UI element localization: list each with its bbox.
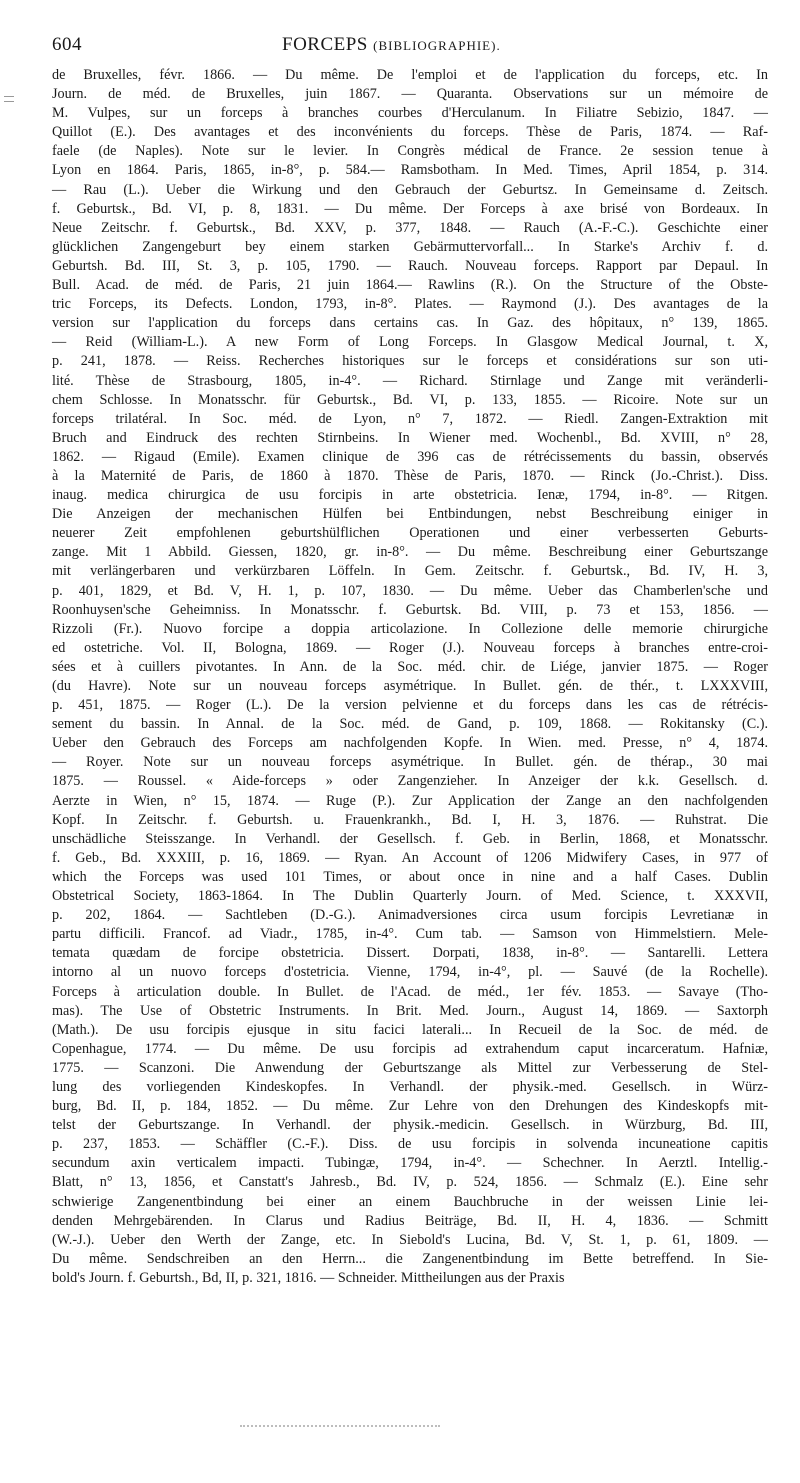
running-title-main: FORCEPS (282, 34, 368, 55)
text-line: inaug. medica chirurgica de usu forcipis in arte obstetricia. Ienæ, 1794, in-8°. — Ritgen. (52, 487, 768, 504)
page-number: 604 (52, 34, 82, 55)
text-line: partu difficili. Francof. ad Viadr., 1785, in-4°. Cum tab. — Samson von Himmelstiern. Mele- (52, 926, 768, 943)
text-line: tric Forceps, its Defects. London, 1793, in-8°. Plates. — Raymond (J.). Des avantages de la (52, 296, 768, 313)
text-line: intorno al un nuovo forceps d'ostetricia. Vienne, 1794, in-4°, pl. — Sauvé (de la Rochelle). (52, 964, 768, 981)
text-line: forceps trilatéral. In Soc. méd. de Lyon, n° 7, 1872. — Riedl. Zangen-Extraktion mit (52, 410, 768, 427)
text-line: Roonhuysen'sche Geheimniss. In Monatsschr. f. Geburtsk. Bd. VIII, p. 73 et 153, 1856. — (52, 601, 768, 618)
text-line: — Reid (William-L.). A new Form of Long Forceps. In Glasgow Medical Journal, t. X, (52, 334, 768, 351)
text-line: Neue Zeitschr. f. Geburtsk., Bd. XXV, p. 377, 1848. — Rauch (A.-F.-C.). Geschichte einer (52, 219, 768, 236)
text-line: sées et à cuillers pivotantes. In Ann. de la Soc. méd. chir. de Liége, janvier 1875. — Roger (52, 658, 768, 675)
text-line: ed ostetriche. Vol. II, Bologna, 1869. — Roger (J.). Nouveau forceps à branches entre-croi- (52, 639, 768, 656)
text-line: (du Havre). Note sur un nouveau forceps asymétrique. In Bullet. gén. de thér., t. LXXXVIII, (52, 678, 768, 694)
text-line: mit verlängerbaren und verkürzbaren Löffeln. In Gem. Zeitschr. f. Geburtsk., Bd. IV, H. 3, (52, 563, 768, 580)
running-header (52, 34, 764, 64)
text-line: zange. Mit 1 Abbild. Giessen, 1820, gr. in-8°. — Du même. Beschreibung einer Geburtszange (52, 544, 768, 561)
text-line: Aerzte in Wien, n° 15, 1874. — Ruge (P.). Zur Application der Zange an den nachfolgenden (52, 792, 768, 809)
text-line: Copenhague, 1774. — Du même. De usu forcipis ad extrahendum caput incarceratum. Hafniæ, (52, 1040, 768, 1057)
running-title (282, 34, 501, 56)
text-line: version sur l'application du forceps dans certains cas. In Gaz. des hôpitaux, n° 139, 1865. (52, 315, 768, 332)
text-line: Forceps à articulation double. In Bullet. de l'Acad. de méd., 1er fév. 1853. — Savaye (Tho- (52, 983, 768, 1000)
text-line: secundum axin verticalem impacti. Tubingæ, 1794, in-4°. — Schechner. In Aerztl. Intellig.- (52, 1155, 768, 1172)
text-line: Du même. Sendschreiben an den Herrn... die Zangenentbindung im Bette betreffend. In Sie- (52, 1250, 768, 1267)
text-line: (Math.). De usu forcipis ejusque in situ facici laterali... In Recueil de la Soc. de méd. de (52, 1021, 768, 1038)
text-line: 1862. — Rigaud (Emile). Examen clinique de 396 cas de rétrécissements du bassin, observés (52, 448, 768, 465)
text-line: de Bruxelles, févr. 1866. — Du même. De l'emploi et de l'application du forceps, etc. In (52, 67, 768, 83)
text-line: p. 202, 1864. — Sachtleben (D.-G.). Animadversiones circa usum forcipis Levretianæ in (52, 907, 768, 924)
text-line: — Rau (L.). Ueber die Wirkung und den Gebrauch der Geburtsz. In Gemeinsame d. Zeitsch. (52, 181, 768, 198)
text-line: à la Maternité de Paris, de 1860 à 1870. Thèse de Paris, 1870. — Rinck (Jo.-Christ.). Diss. (52, 467, 768, 484)
text-line: lité. Thèse de Strasbourg, 1805, in-4°. — Richard. Stirnlage und Zange mit veränderli- (52, 372, 768, 389)
text-line: Quillot (E.). Des avantages et des inconvénients du forceps. Thèse de Paris, 1874. — Raf- (52, 124, 768, 141)
text-line: p. 401, 1829, et Bd. V, H. 1, p. 107, 1830. — Du même. Ueber das Chamberlen'sche und (52, 582, 768, 599)
text-line: neuerer Zeit empfohlenen geburtshülflichen Operationen und einer verbesserten Geburts- (52, 525, 768, 542)
text-line: Die Anzeigen der mechanischen Hülfen bei Entbindungen, nebst Beschreibung einiger in (52, 506, 768, 523)
text-line: mas). The Use of Obstetric Instruments. In Brit. Med. Journ., August 14, 1869. — Saxtorph (52, 1002, 768, 1019)
text-line: bold's Journ. f. Geburtsh., Bd, II, p. 321, 1816. — Schneider. Mittheilungen aus der Praxis (52, 1269, 565, 1286)
text-line: Obstetrical Society, 1863-1864. In The Dublin Quarterly Journ. of Med. Science, t. XXXVII, (52, 888, 768, 905)
text-line: temata quædam de forcipe obstetricia. Dissert. Dorpati, 1838, in-8°. — Santarelli. Lettera (52, 945, 768, 962)
text-line: Journ. de méd. de Bruxelles, juin 1867. — Quaranta. Observations sur un mémoire de (52, 86, 768, 103)
text-line: Kopf. In Zeitschr. f. Geburtsh. u. Frauenkrankh., Bd. I, H. 3, 1876. — Ruhstrat. Die (52, 811, 768, 828)
text-line: Bruch and Eindruck des rechten Stirnbeins. In Wiener med. Wochenbl., Bd. XVIII, n° 28, (52, 429, 768, 446)
text-line: sement du bassin. In Annal. de la Soc. méd. de Gand, p. 109, 1868. — Rokitansky (C.). (52, 716, 768, 733)
text-line: glücklichen Zangengeburt bey einem starken Gebärmuttervorfall... In Starke's Archiv f. d. (52, 238, 768, 255)
text-line: p. 451, 1875. — Roger (L.). De la version pelvienne et du forceps dans les cas de rétrécis- (52, 697, 768, 714)
text-line: p. 237, 1853. — Schäffler (C.-F.). Diss. de usu forcipis in solvenda incuneatione capitis (52, 1136, 768, 1153)
text-line: M. Vulpes, sur un forceps à branches courbes d'Herculanum. In Filiatre Sebizio, 1847. — (52, 105, 768, 122)
text-line: Ueber den Gebrauch des Forceps am nachfolgenden Kopfe. In Wien. med. Presse, n° 4, 1874. (52, 735, 768, 752)
text-line: faele (de Naples). Note sur le levier. In Congrès médical de France. 2e session tenue à (52, 143, 768, 160)
text-line: p. 241, 1878. — Reiss. Recherches historiques sur le forceps et considérations sur son uti- (52, 353, 768, 370)
text-line: Geburtsh. Bd. III, St. 3, p. 105, 1790. — Rauch. Nouveau forceps. Rapport par Depaul. In (52, 257, 768, 274)
text-line: telst der Geburtszange. In Verhandl. der physik.-medicin. Gesellsch. in Würzburg, Bd. III, (52, 1117, 768, 1134)
text-line: 1875. — Roussel. « Aide-forceps » oder Zangenzieher. In Anzeiger der k.k. Gesellsch. d. (52, 773, 768, 790)
text-line: — Royer. Note sur un nouveau forceps asymétrique. In Bullet. gén. de thérap., 30 mai (52, 754, 768, 771)
bibliography-body (52, 66, 768, 1288)
text-line: chem Schlosse. In Monatsschr. für Geburtsk., Bd. VI, p. 133, 1855. — Ricoire. Note sur un (52, 391, 768, 408)
margin-mark (4, 96, 14, 102)
text-line: lung des vorliegenden Kindeskopfes. In Verhandl. der physik.-med. Gesellsch. in Würz- (52, 1078, 768, 1095)
text-line: Blatt, n° 13, 1856, et Canstatt's Jahresb., Bd. IV, p. 524, 1856. — Schmalz (E.). Eine sehr (52, 1174, 768, 1191)
text-line: which the Forceps was used 101 Times, or about once in nine and a half Cases. Dublin (52, 868, 768, 885)
footer-rule (240, 1425, 440, 1433)
text-line: (W.-J.). Ueber den Werth der Zange, etc. In Siebold's Lucina, Bd. V, St. 1, p. 61, 1809. — (52, 1231, 768, 1248)
running-title-sub: (BIBLIOGRAPHIE). (373, 38, 501, 53)
text-line: unschädliche Steisszange. In Verhandl. der Gesellsch. f. Geb. in Berlin, 1868, et Monatsschr. (52, 830, 768, 847)
text-line: denden Mehrgebärenden. In Clarus und Radius Beiträge, Bd. II, H. 4, 1836. — Schmitt (52, 1212, 768, 1229)
text-line: Lyon en 1864. Paris, 1865, in-8°, p. 584.— Ramsbotham. In Med. Times, April 1854, p. 314. (52, 162, 768, 179)
text-line: burg, Bd. II, p. 184, 1852. — Du même. Zur Lehre von den Drehungen des Kindeskopfs mit- (52, 1098, 768, 1115)
text-line: f. Geburtsk., Bd. VI, p. 8, 1831. — Du même. Der Forceps à axe brisé von Bordeaux. In (52, 200, 768, 217)
text-line: schwierige Zangenentbindung bei einer an einem Bauchbruche in der weissen Linie lei- (52, 1193, 768, 1210)
text-line: Bull. Acad. de méd. de Paris, 21 juin 1864.— Rawlins (R.). On the Structure of the Obste- (52, 277, 768, 294)
text-line: Rizzoli (Fr.). Nuovo forcipe a doppia articolazione. In Collezione delle memorie chirurgiche (52, 620, 768, 637)
text-line: f. Geb., Bd. XXXIII, p. 16, 1869. — Ryan. An Account of 1206 Midwifery Cases, in 977 of (52, 849, 768, 866)
text-line: 1775. — Scanzoni. Die Anwendung der Geburtszange als Mittel zur Verbesserung de Stel- (52, 1059, 768, 1076)
